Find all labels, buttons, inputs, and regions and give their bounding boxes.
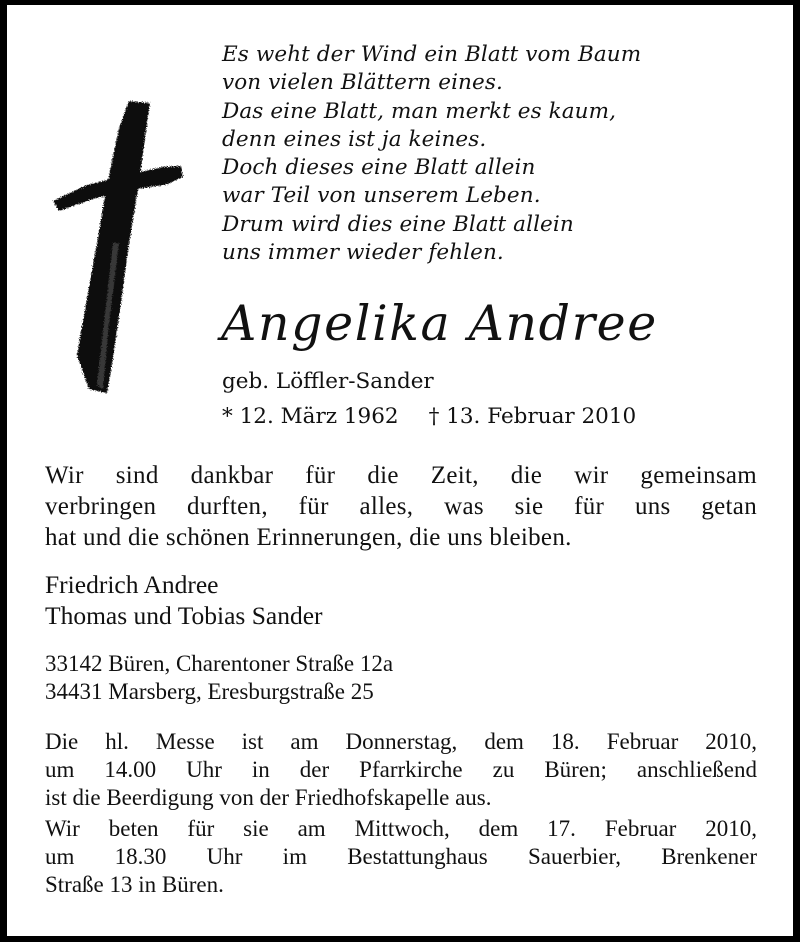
poem-line: Drum wird dies eine Blatt allein bbox=[222, 211, 574, 237]
prayer-service-paragraph bbox=[45, 815, 757, 899]
birth-name: geb. Löffler-Sander bbox=[222, 369, 434, 394]
deceased-name: Angelika Andree bbox=[221, 295, 658, 352]
address-line: 34431 Marsberg, Eresburgstraße 25 bbox=[45, 679, 374, 704]
prayer-line: Straße 13 in Büren. bbox=[45, 872, 224, 897]
obituary-notice bbox=[7, 5, 793, 936]
memorial-poem bbox=[222, 41, 641, 267]
cross-icon bbox=[47, 93, 197, 403]
service-line: um 14.00 Uhr in der Pfarrkirche zu Büren; anschließend bbox=[45, 757, 757, 782]
death-date: † 13. Februar 2010 bbox=[428, 404, 637, 429]
thanks-paragraph bbox=[45, 460, 757, 553]
thanks-line: Wir sind dankbar für die Zeit, die wir gemeinsam bbox=[45, 462, 757, 489]
addresses-list bbox=[45, 650, 757, 706]
mourners-list bbox=[45, 569, 757, 631]
poem-line: Doch dieses eine Blatt allein bbox=[222, 155, 536, 181]
prayer-line: Wir beten für sie am Mittwoch, dem 17. Februar 2010, bbox=[45, 816, 757, 841]
funeral-service-paragraph bbox=[45, 728, 757, 812]
service-line: Die hl. Messe ist am Donnerstag, dem 18. Februar 2010, bbox=[45, 729, 757, 754]
thanks-line: hat und die schönen Erinnerungen, die uns bleiben. bbox=[45, 524, 572, 551]
life-dates bbox=[222, 403, 636, 431]
mourner-name: Friedrich Andree bbox=[45, 570, 219, 599]
service-line: ist die Beerdigung von der Friedhofskapelle aus. bbox=[45, 785, 492, 810]
poem-line: von vielen Blättern eines. bbox=[222, 70, 503, 96]
poem-line: Es weht der Wind ein Blatt vom Baum bbox=[222, 42, 642, 67]
poem-line: denn eines ist ja keines. bbox=[222, 126, 487, 152]
prayer-line: um 18.30 Uhr im Bestattunghaus Sauerbier, Brenkener bbox=[45, 844, 757, 869]
mourner-name: Thomas und Tobias Sander bbox=[45, 601, 323, 630]
poem-line: war Teil von unserem Leben. bbox=[222, 183, 541, 209]
thanks-line: verbringen durften, für alles, was sie für uns getan bbox=[45, 493, 757, 520]
address-line: 33142 Büren, Charentoner Straße 12a bbox=[45, 651, 394, 676]
poem-line: uns immer wieder fehlen. bbox=[222, 240, 504, 266]
birth-date: * 12. März 1962 bbox=[222, 404, 399, 429]
poem-line: Das eine Blatt, man merkt es kaum, bbox=[222, 98, 617, 124]
